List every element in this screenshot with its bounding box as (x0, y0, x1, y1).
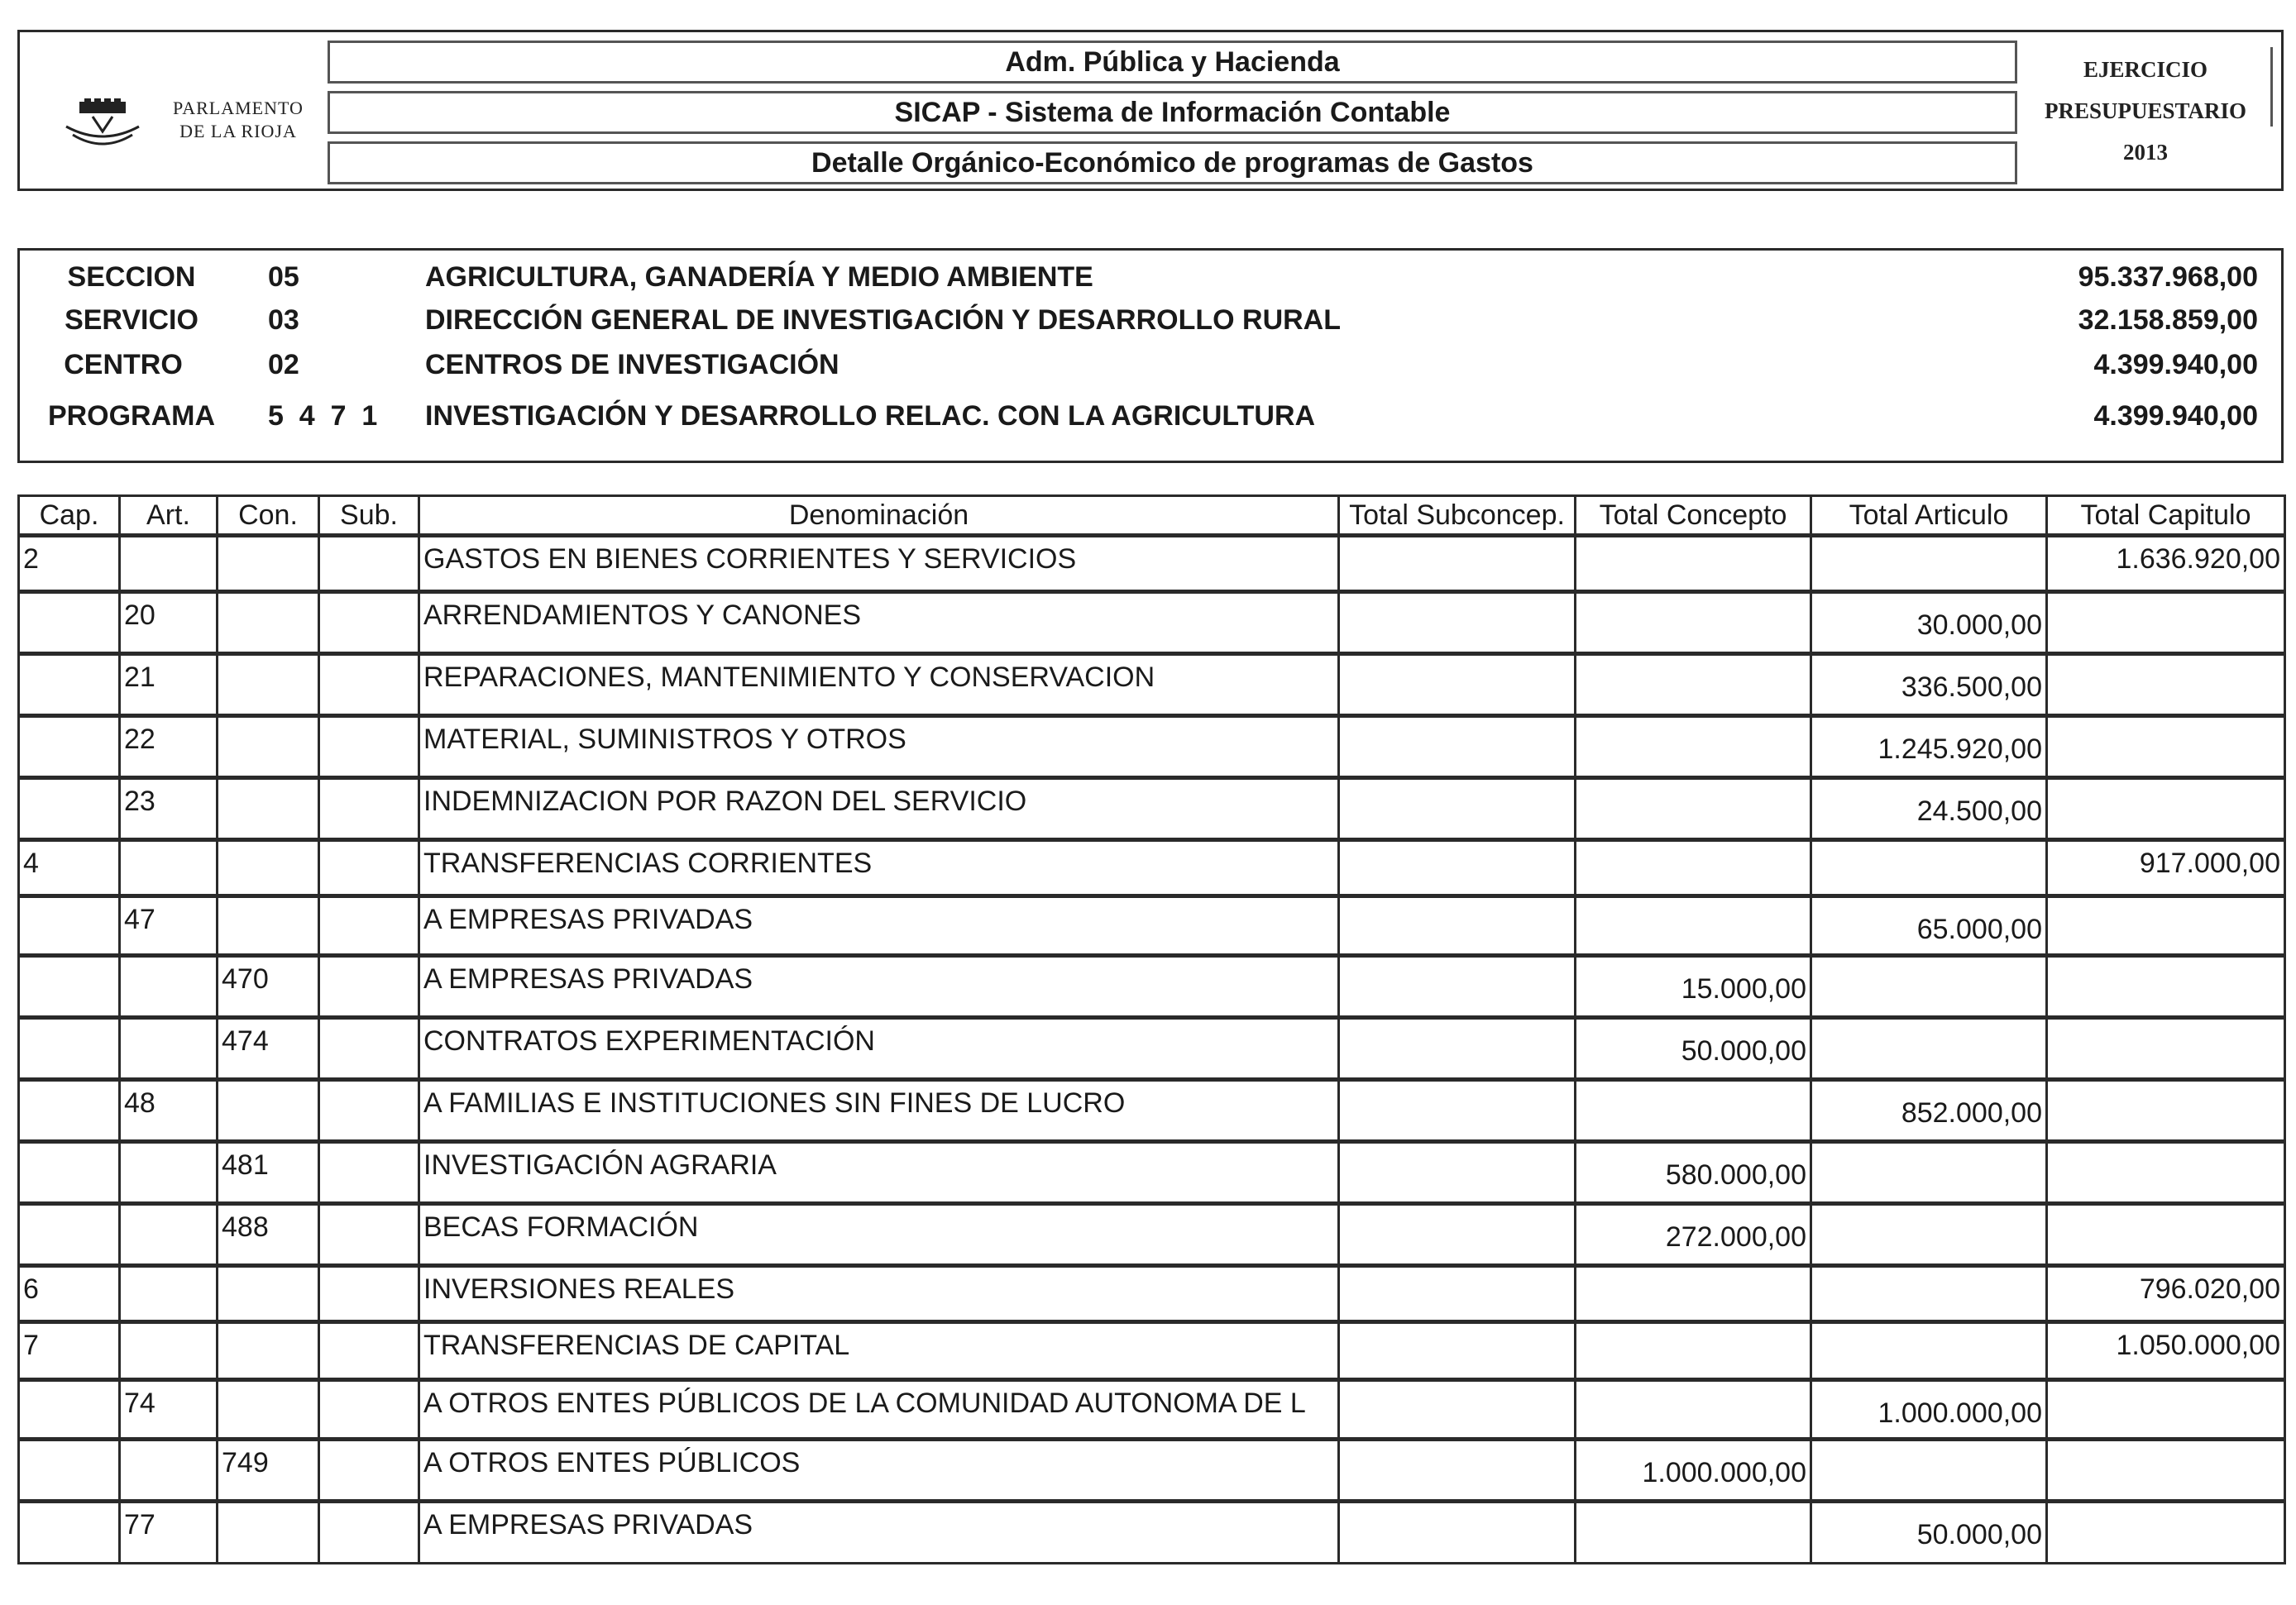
cell-denominacion: A EMPRESAS PRIVADAS (419, 896, 1339, 956)
cell-cap (19, 896, 120, 956)
cell-sub (319, 1380, 419, 1440)
cell-art: 20 (120, 592, 218, 654)
cell-cap: 7 (19, 1322, 120, 1380)
col-sub: Sub. (319, 496, 419, 536)
cell-art (120, 1142, 218, 1204)
cell-total-capitulo (2047, 1204, 2285, 1266)
cell-total-concepto (1576, 778, 1811, 840)
table-row (19, 1266, 2285, 1322)
table-row (19, 778, 2285, 840)
cell-total-articulo (1811, 1322, 2047, 1380)
cell-total-subconcep (1339, 1502, 1576, 1564)
info-desc: INVESTIGACIÓN Y DESARROLLO RELAC. CON LA AGRICULTURA (425, 400, 1316, 432)
cell-sub (319, 1266, 419, 1322)
info-amount: 4.399.940,00 (2093, 349, 2258, 380)
cell-art (120, 956, 218, 1018)
cell-total-capitulo (2047, 896, 2285, 956)
cell-total-capitulo (2047, 1018, 2285, 1080)
cell-total-subconcep (1339, 536, 1576, 592)
cell-art: 47 (120, 896, 218, 956)
cell-art (120, 1440, 218, 1502)
info-desc: CENTROS DE INVESTIGACIÓN (425, 349, 839, 380)
cell-cap (19, 1080, 120, 1142)
crown-emblem-icon (61, 98, 144, 156)
cell-con (218, 778, 319, 840)
cell-total-concepto: 1.000.000,00 (1576, 1440, 1811, 1502)
cell-total-articulo (1811, 1266, 2047, 1322)
cell-total-concepto: 580.000,00 (1576, 1142, 1811, 1204)
table-row (19, 536, 2285, 592)
info-label: SERVICIO (65, 304, 199, 336)
logo-line1: PARLAMENTO (173, 98, 304, 118)
cell-total-capitulo (2047, 1080, 2285, 1142)
cell-denominacion: ARRENDAMIENTOS Y CANONES (419, 592, 1339, 654)
cell-total-capitulo: 1.636.920,00 (2047, 536, 2285, 592)
cell-total-capitulo: 1.050.000,00 (2047, 1322, 2285, 1380)
cell-sub (319, 536, 419, 592)
cell-cap: 2 (19, 536, 120, 592)
table-row (19, 896, 2285, 956)
cell-con: 488 (218, 1204, 319, 1266)
cell-total-subconcep (1339, 592, 1576, 654)
cell-cap (19, 592, 120, 654)
cell-total-subconcep (1339, 778, 1576, 840)
cell-total-articulo: 24.500,00 (1811, 778, 2047, 840)
logo-line2: DE LA RIOJA (179, 121, 297, 141)
cell-cap (19, 1204, 120, 1266)
table-body (19, 536, 2285, 1564)
cell-sub (319, 654, 419, 716)
cell-denominacion: TRANSFERENCIAS CORRIENTES (419, 840, 1339, 896)
cell-total-capitulo (2047, 1502, 2285, 1564)
cell-total-capitulo (2047, 716, 2285, 778)
table-row (19, 1142, 2285, 1204)
cell-total-articulo (1811, 1440, 2047, 1502)
cell-denominacion: INVERSIONES REALES (419, 1266, 1339, 1322)
parlamento-logo (45, 82, 342, 156)
cell-total-concepto (1576, 1502, 1811, 1564)
cell-total-articulo (1811, 1204, 2047, 1266)
cell-sub (319, 896, 419, 956)
cell-denominacion: REPARACIONES, MANTENIMIENTO Y CONSERVACION (419, 654, 1339, 716)
cell-cap: 4 (19, 840, 120, 896)
cell-total-capitulo: 796.020,00 (2047, 1266, 2285, 1322)
department-title: Adm. Pública y Hacienda (328, 41, 2017, 84)
cell-total-concepto: 15.000,00 (1576, 956, 1811, 1018)
cell-sub (319, 592, 419, 654)
cell-cap (19, 1380, 120, 1440)
cell-total-subconcep (1339, 1080, 1576, 1142)
cell-total-subconcep (1339, 1440, 1576, 1502)
cell-con: 481 (218, 1142, 319, 1204)
info-desc: AGRICULTURA, GANADERÍA Y MEDIO AMBIENTE (425, 261, 1093, 293)
cell-sub (319, 1080, 419, 1142)
info-row-servicio (20, 302, 2281, 338)
info-code: 02 (268, 349, 299, 380)
col-denominacion: Denominación (419, 496, 1339, 536)
cell-cap (19, 654, 120, 716)
cell-cap (19, 716, 120, 778)
cell-art: 48 (120, 1080, 218, 1142)
cell-total-subconcep (1339, 896, 1576, 956)
cell-total-capitulo (2047, 1440, 2285, 1502)
cell-total-subconcep (1339, 1204, 1576, 1266)
cell-con (218, 592, 319, 654)
cell-total-articulo (1811, 1142, 2047, 1204)
cell-con (218, 896, 319, 956)
ejercicio-year: 2013 (2123, 140, 2168, 165)
cell-con: 474 (218, 1018, 319, 1080)
cell-total-articulo (1811, 840, 2047, 896)
cell-art: 77 (120, 1502, 218, 1564)
cell-con (218, 536, 319, 592)
table-row (19, 1502, 2285, 1564)
table-row (19, 1380, 2285, 1440)
cell-total-subconcep (1339, 1380, 1576, 1440)
cell-art: 23 (120, 778, 218, 840)
cell-total-concepto (1576, 654, 1811, 716)
cell-con (218, 654, 319, 716)
cell-total-subconcep (1339, 1142, 1576, 1204)
table-row (19, 1440, 2285, 1502)
info-code: 05 (268, 261, 299, 293)
cell-total-concepto (1576, 716, 1811, 778)
cell-art (120, 536, 218, 592)
cell-total-concepto (1576, 1080, 1811, 1142)
cell-art (120, 1266, 218, 1322)
info-label: SECCION (67, 261, 196, 293)
cell-total-subconcep (1339, 716, 1576, 778)
info-amount: 32.158.859,00 (2078, 304, 2258, 336)
logo-text (173, 97, 304, 143)
cell-art (120, 1204, 218, 1266)
col-total-subconcep: Total Subconcep. (1339, 496, 1576, 536)
cell-total-capitulo (2047, 956, 2285, 1018)
info-row-centro (20, 346, 2281, 383)
col-art: Art. (120, 496, 218, 536)
table-row (19, 1018, 2285, 1080)
col-total-capitulo: Total Capitulo (2047, 496, 2285, 536)
table-row (19, 716, 2285, 778)
cell-cap: 6 (19, 1266, 120, 1322)
table-row (19, 1322, 2285, 1380)
cell-total-concepto (1576, 896, 1811, 956)
cell-denominacion: CONTRATOS EXPERIMENTACIÓN (419, 1018, 1339, 1080)
cell-total-capitulo (2047, 1380, 2285, 1440)
cell-total-concepto: 272.000,00 (1576, 1204, 1811, 1266)
cell-con: 749 (218, 1440, 319, 1502)
cell-sub (319, 956, 419, 1018)
cell-cap (19, 1440, 120, 1502)
cell-total-subconcep (1339, 1018, 1576, 1080)
divider (2270, 47, 2273, 127)
cell-sub (319, 1322, 419, 1380)
cell-denominacion: A EMPRESAS PRIVADAS (419, 1502, 1339, 1564)
cell-total-concepto (1576, 536, 1811, 592)
cell-total-subconcep (1339, 654, 1576, 716)
cell-total-articulo: 65.000,00 (1811, 896, 2047, 956)
report-header (17, 30, 2284, 191)
cell-denominacion: GASTOS EN BIENES CORRIENTES Y SERVICIOS (419, 536, 1339, 592)
cell-art (120, 1018, 218, 1080)
program-info (17, 248, 2284, 463)
cell-total-capitulo (2047, 1142, 2285, 1204)
cell-total-articulo: 852.000,00 (1811, 1080, 2047, 1142)
cell-total-concepto (1576, 592, 1811, 654)
cell-con: 470 (218, 956, 319, 1018)
cell-art: 21 (120, 654, 218, 716)
cell-total-capitulo (2047, 592, 2285, 654)
cell-sub (319, 1204, 419, 1266)
cell-con (218, 1380, 319, 1440)
cell-total-capitulo (2047, 654, 2285, 716)
cell-art: 74 (120, 1380, 218, 1440)
cell-total-subconcep (1339, 840, 1576, 896)
table-row (19, 654, 2285, 716)
cell-total-articulo: 50.000,00 (1811, 1502, 2047, 1564)
table-row (19, 840, 2285, 896)
cell-cap (19, 778, 120, 840)
cell-cap (19, 1142, 120, 1204)
cell-con (218, 1502, 319, 1564)
presupuestario-label: PRESUPUESTARIO (2044, 98, 2247, 123)
info-row-seccion (20, 259, 2281, 295)
cell-total-concepto: 50.000,00 (1576, 1018, 1811, 1080)
info-label: CENTRO (64, 349, 183, 380)
ejercicio-label: EJERCICIO (2083, 57, 2208, 82)
cell-cap (19, 1502, 120, 1564)
cell-con (218, 716, 319, 778)
col-con: Con. (218, 496, 319, 536)
cell-total-subconcep (1339, 1266, 1576, 1322)
cell-total-capitulo (2047, 778, 2285, 840)
info-amount: 4.399.940,00 (2093, 400, 2258, 432)
cell-total-capitulo: 917.000,00 (2047, 840, 2285, 896)
cell-con (218, 1080, 319, 1142)
cell-sub (319, 716, 419, 778)
cell-total-concepto (1576, 840, 1811, 896)
cell-denominacion: A EMPRESAS PRIVADAS (419, 956, 1339, 1018)
cell-denominacion: MATERIAL, SUMINISTROS Y OTROS (419, 716, 1339, 778)
budget-table (17, 494, 2286, 1564)
cell-total-concepto (1576, 1380, 1811, 1440)
cell-total-articulo: 1.245.920,00 (1811, 716, 2047, 778)
cell-sub (319, 778, 419, 840)
col-total-concepto: Total Concepto (1576, 496, 1811, 536)
ejercicio-block (2021, 32, 2270, 189)
cell-denominacion: BECAS FORMACIÓN (419, 1204, 1339, 1266)
cell-total-subconcep (1339, 956, 1576, 1018)
cell-cap (19, 1018, 120, 1080)
cell-art (120, 1322, 218, 1380)
cell-total-articulo (1811, 956, 2047, 1018)
col-total-articulo: Total Articulo (1811, 496, 2047, 536)
cell-sub (319, 1018, 419, 1080)
cell-sub (319, 1142, 419, 1204)
info-amount: 95.337.968,00 (2078, 261, 2258, 293)
table-row (19, 592, 2285, 654)
cell-total-articulo (1811, 536, 2047, 592)
table-row (19, 1204, 2285, 1266)
cell-denominacion: INVESTIGACIÓN AGRARIA (419, 1142, 1339, 1204)
cell-sub (319, 1502, 419, 1564)
info-code: 03 (268, 304, 299, 336)
cell-total-concepto (1576, 1322, 1811, 1380)
cell-total-articulo: 30.000,00 (1811, 592, 2047, 654)
table-header (19, 496, 2285, 536)
cell-total-concepto (1576, 1266, 1811, 1322)
cell-total-subconcep (1339, 1322, 1576, 1380)
cell-cap (19, 956, 120, 1018)
report-title: Detalle Orgánico-Económico de programas de Gastos (328, 141, 2017, 184)
cell-denominacion: INDEMNIZACION POR RAZON DEL SERVICIO (419, 778, 1339, 840)
cell-sub (319, 1440, 419, 1502)
cell-art: 22 (120, 716, 218, 778)
cell-con (218, 1266, 319, 1322)
cell-denominacion: A FAMILIAS E INSTITUCIONES SIN FINES DE LUCRO (419, 1080, 1339, 1142)
cell-denominacion: A OTROS ENTES PÚBLICOS DE LA COMUNIDAD AUTONOMA DE L (419, 1380, 1339, 1440)
cell-total-articulo: 1.000.000,00 (1811, 1380, 2047, 1440)
cell-denominacion: A OTROS ENTES PÚBLICOS (419, 1440, 1339, 1502)
cell-sub (319, 840, 419, 896)
col-cap: Cap. (19, 496, 120, 536)
table-row (19, 956, 2285, 1018)
cell-total-articulo: 336.500,00 (1811, 654, 2047, 716)
info-row-programa (20, 398, 2281, 434)
cell-con (218, 1322, 319, 1380)
system-title: SICAP - Sistema de Información Contable (328, 91, 2017, 134)
cell-con (218, 840, 319, 896)
cell-denominacion: TRANSFERENCIAS DE CAPITAL (419, 1322, 1339, 1380)
info-label: PROGRAMA (47, 400, 216, 432)
cell-total-articulo (1811, 1018, 2047, 1080)
cell-art (120, 840, 218, 896)
info-code: 5 4 7 1 (268, 400, 378, 432)
table-row (19, 1080, 2285, 1142)
info-desc: DIRECCIÓN GENERAL DE INVESTIGACIÓN Y DESARROLLO RURAL (425, 304, 1341, 336)
